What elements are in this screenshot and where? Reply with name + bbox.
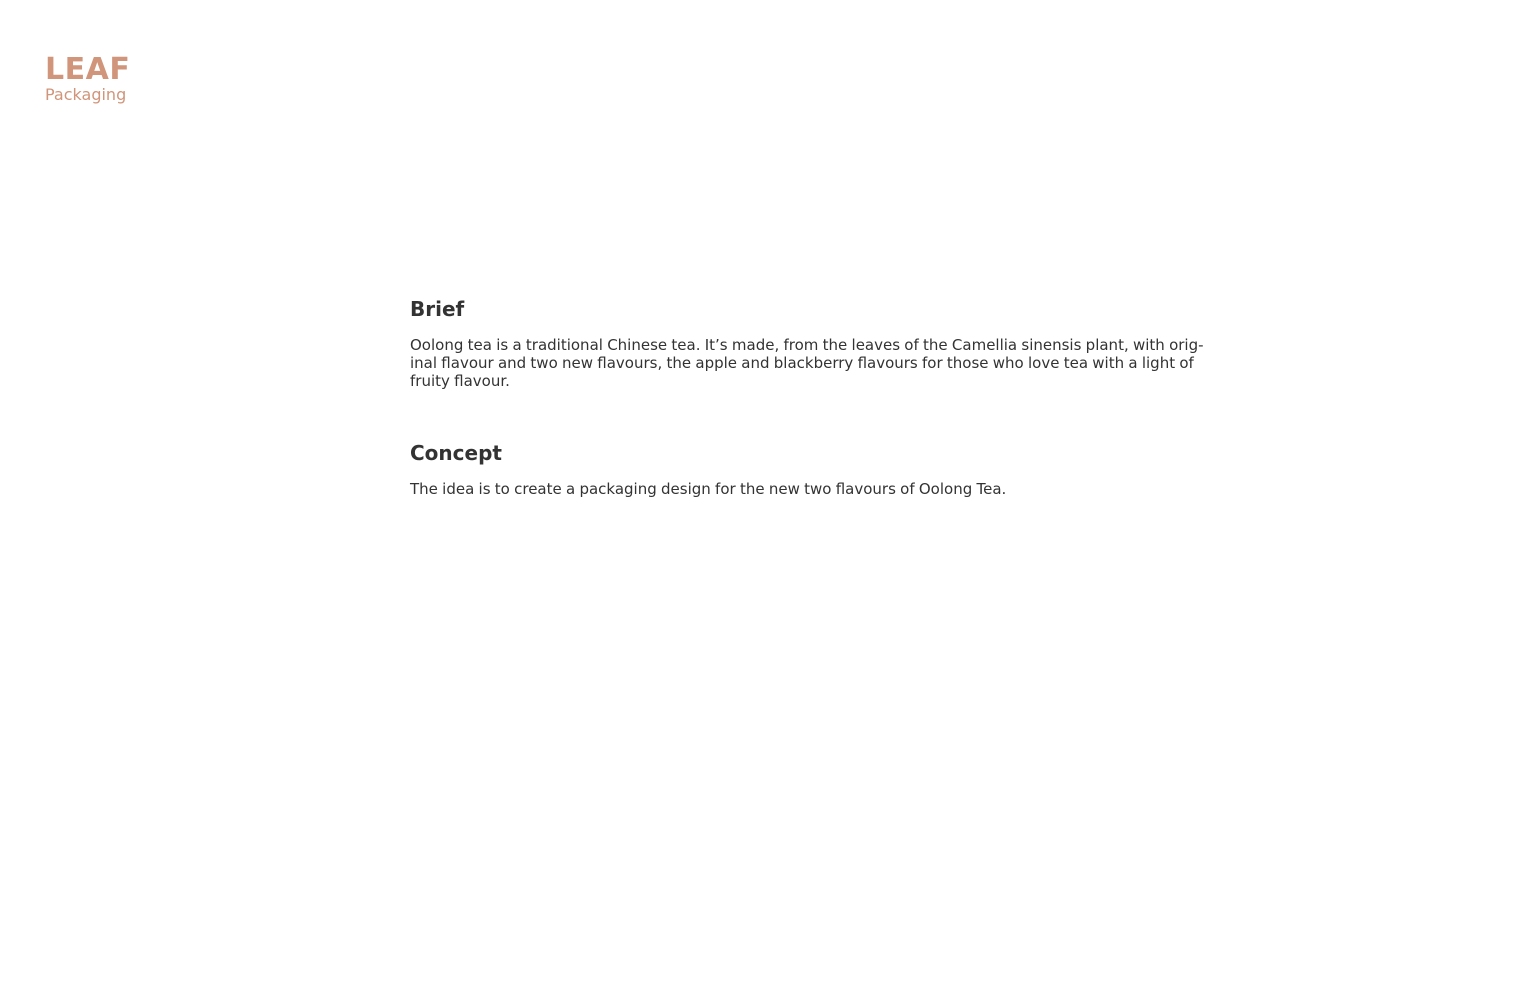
brief-text: Oolong tea is a traditional Chinese tea. It’s made, from the leaves of the Camellia sinensis plant, with orig-inal flavour and two new flavours, the apple and blackberry flavours for those who love tea with a light of fruity flavour.	[410, 336, 1204, 390]
brief-section	[410, 296, 1220, 440]
brand-logo	[45, 52, 130, 104]
concept-text: The idea is to create a packaging design for the new two flavours of Oolong Tea.	[410, 480, 1007, 498]
brief-heading: Brief	[410, 297, 465, 321]
main-content	[410, 296, 1220, 498]
concept-section	[410, 440, 1220, 498]
concept-heading: Concept	[410, 441, 502, 465]
logo-subtitle: Packaging	[45, 85, 127, 104]
logo-title: LEAF	[45, 52, 131, 87]
